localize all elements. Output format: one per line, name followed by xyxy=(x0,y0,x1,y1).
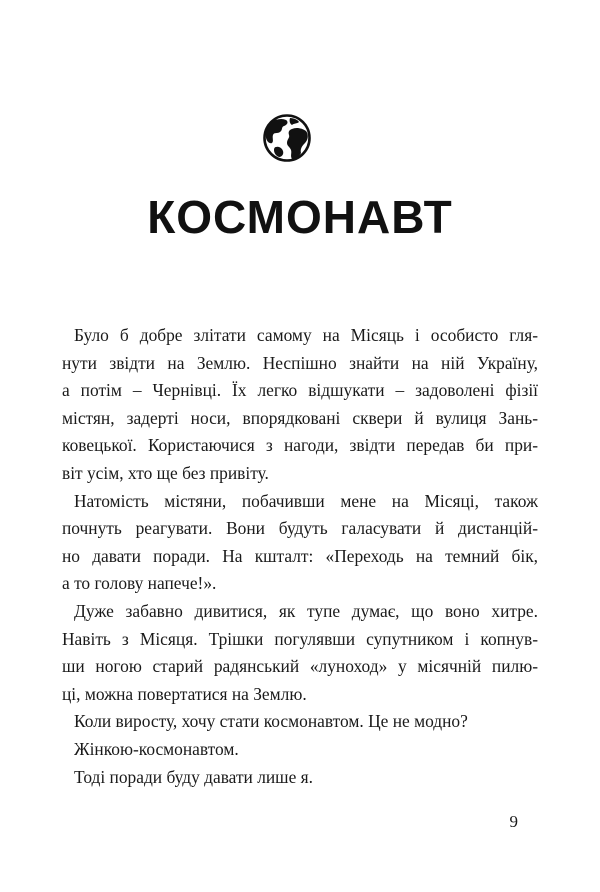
text-line: Було б добре злітати самому на Місяць і особисто гля- xyxy=(74,325,538,345)
text-line: Тоді поради буду давати лише я. xyxy=(74,766,313,787)
page-number: 9 xyxy=(509,812,518,831)
text-line: нути звідти на Землю. Неспішно знайти на ній Україну, xyxy=(62,352,538,373)
text-line: містян, задерті носи, впорядковані сквери й вулиця Зань- xyxy=(62,407,538,428)
text-line: Жінкою-космонавтом. xyxy=(74,738,239,759)
text-line: ковецької. Користаючися з нагоди, звідти передав би при- xyxy=(62,435,538,456)
text-line: Коли виросту, хочу стати космонавтом. Це не модно? xyxy=(74,711,468,732)
text-line: ши ногою старий радянський «луноход» у місячній пилю- xyxy=(62,656,538,677)
text-line: ці, можна повертатися на Землю. xyxy=(62,683,307,704)
text-line: Натомість містяни, побачивши мене на Місяці, також xyxy=(74,490,538,511)
text-line: віт усім, хто ще без привіту. xyxy=(62,462,269,483)
text-line: но давати поради. На кшталт: «Переходь на темний бік, xyxy=(62,545,538,566)
text-line: а то голову напече!». xyxy=(62,573,217,594)
text-line: Навіть з Місяця. Трішки погулявши супутником і копнув- xyxy=(62,628,538,649)
text-line: а потім – Чернівці. Їх легко відшукати – задоволені фізії xyxy=(62,380,538,401)
text-line: почнуть реагувати. Вони будуть галасувати й дистанцій- xyxy=(62,518,538,539)
text-line: Дуже забавно дивитися, як тупе думає, що воно хитре. xyxy=(74,600,538,621)
body-text xyxy=(62,322,538,791)
globe-icon xyxy=(262,113,312,163)
chapter-title: КОСМОНАВТ xyxy=(147,191,453,243)
